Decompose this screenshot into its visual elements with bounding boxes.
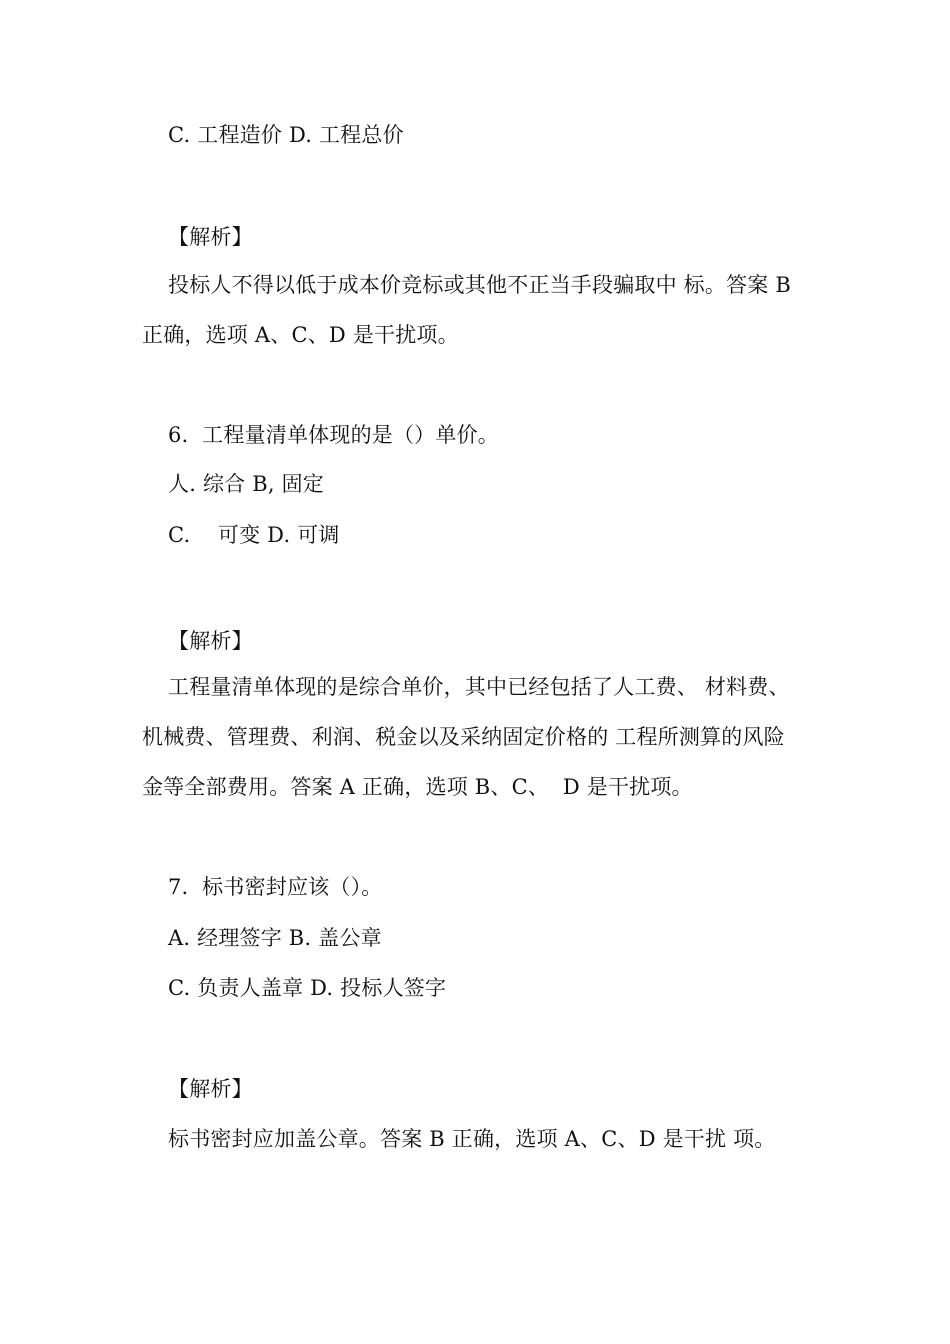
q6-stem: 6. 工程量清单体现的是（）单价。: [168, 423, 499, 447]
analysis7-text-line1: 标书密封应加盖公章。答案 B 正确，选项 A、C、D 是干扰 项。: [168, 1127, 776, 1151]
analysis5-text-line1: 投标人不得以低于成本价竞标或其他不正当手段骗取中 标。答案 B: [168, 273, 791, 297]
q6-options-cd: C. 可变 D. 可调: [168, 523, 340, 547]
analysis6-text-line3: 金等全部费用。答案 A 正确，选项 B、C、 D 是干扰项。: [142, 775, 693, 799]
analysis7-label: 【解析】: [168, 1077, 253, 1101]
analysis6-label: 【解析】: [168, 629, 253, 653]
q7-options-cd: C. 负责人盖章 D. 投标人签字: [168, 976, 447, 1000]
q7-options-ab: A. 经理签字 B. 盖公章: [168, 926, 382, 950]
analysis5-label: 【解析】: [168, 225, 253, 249]
analysis6-text-line2: 机械费、管理费、利润、税金以及采纳固定价格的 工程所测算的风险: [142, 725, 785, 749]
q7-stem: 7. 标书密封应该（）。: [168, 875, 383, 899]
analysis5-text-line2: 正确，选项 A、C、D 是干扰项。: [142, 323, 459, 347]
q6-options-ab: 人. 综合 B, 固定: [168, 472, 325, 496]
q5-options-cd: C. 工程造价 D. 工程总价: [168, 123, 404, 147]
analysis6-text-line1: 工程量清单体现的是综合单价，其中已经包括了人工费、 材料费、: [168, 675, 790, 699]
